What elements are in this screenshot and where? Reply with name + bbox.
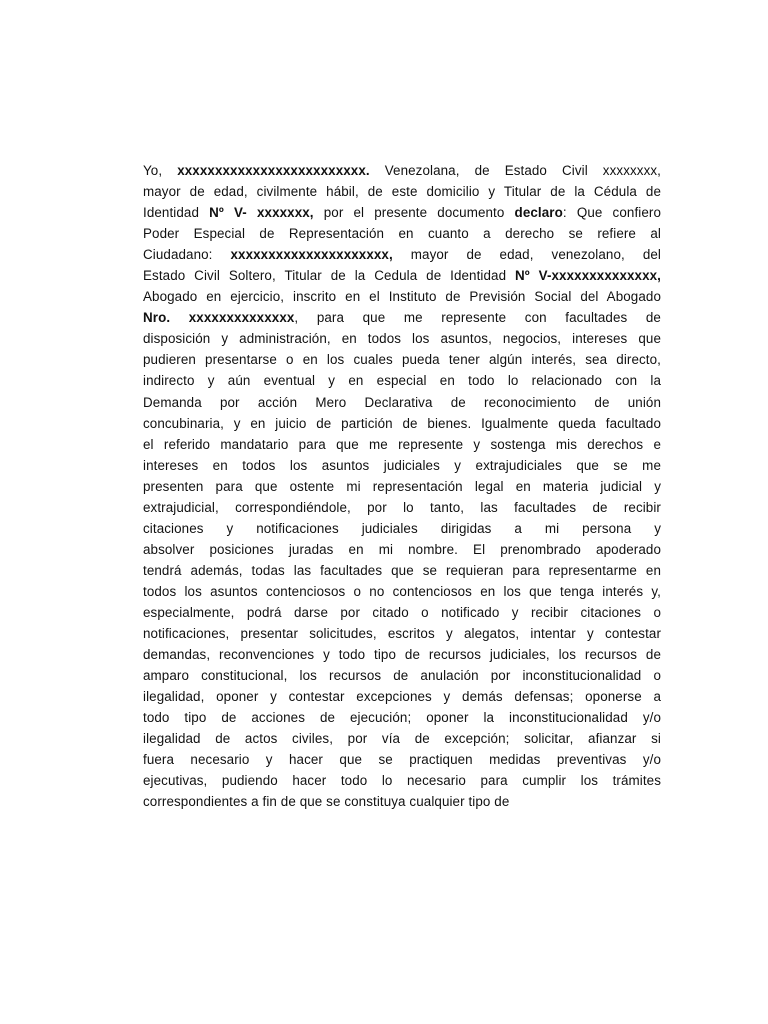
text-line: [143, 265, 661, 286]
text-segment: citaciones y notificaciones judiciales dirigidas a mi persona y: [143, 520, 661, 536]
text-line: [143, 749, 661, 770]
text-line: [143, 686, 661, 707]
power-of-attorney-text: [143, 160, 661, 812]
text-segment: pudieren presentarse o en los cuales pueda tener algún interés, sea directo,: [143, 352, 661, 368]
text-line: [143, 413, 661, 434]
text-line: [143, 707, 661, 728]
text-line: [143, 770, 661, 791]
text-line: [143, 392, 661, 413]
text-line: [143, 665, 661, 686]
text-line: [143, 539, 661, 560]
text-segment: tendrá además, todas las facultades que se requieran para representarme en: [143, 562, 661, 578]
text-line: [143, 244, 661, 265]
text-line: [143, 518, 661, 539]
bold-text-segment: Nro. xxxxxxxxxxxxxx: [143, 310, 295, 326]
text-line: [143, 328, 661, 349]
text-segment: por el presente documento: [313, 205, 515, 221]
text-segment: intereses en todos los asuntos judiciales y extrajudiciales que se me: [143, 457, 661, 473]
text-segment: Venezolana, de Estado Civil xxxxxxxx,: [369, 163, 661, 178]
text-line: [143, 581, 661, 602]
text-segment: amparo constitucional, los recursos de anulación por inconstitucionalidad o: [143, 668, 661, 684]
text-segment: Identidad: [143, 205, 210, 221]
text-line: [143, 160, 661, 181]
text-line: [143, 349, 661, 370]
text-segment: Demanda por acción Mero Declarativa de reconocimiento de unión: [143, 394, 661, 410]
text-line: [143, 307, 661, 328]
text-line: [143, 223, 661, 244]
text-segment: especialmente, podrá darse por citado o notificado y recibir citaciones o: [143, 604, 661, 620]
text-line: [143, 286, 661, 307]
text-line: [143, 202, 661, 223]
text-line: [143, 623, 661, 644]
text-segment: extrajudicial, correspondiéndole, por lo tanto, las facultades de recibir: [143, 499, 661, 515]
text-segment: fuera necesario y hacer que se practiquen medidas preventivas y/o: [143, 752, 661, 768]
text-line: [143, 560, 661, 581]
text-segment: indirecto y aún eventual y en especial en todo lo relacionado con la: [143, 373, 661, 389]
text-line: [143, 602, 661, 623]
text-line: [143, 497, 661, 518]
text-segment: Poder Especial de Representación en cuanto a derecho se refiere al: [143, 226, 661, 242]
text-segment: notificaciones, presentar solicitudes, escritos y alegatos, intentar y contestar: [143, 626, 661, 642]
text-segment: el referido mandatario para que me represente y sostenga mis derechos e: [143, 436, 661, 452]
text-segment: mayor de edad, venezolano, del: [392, 247, 661, 263]
bold-text-segment: Nº V- xxxxxxx,: [209, 205, 314, 221]
text-segment: disposición y administración, en todos los asuntos, negocios, intereses que: [143, 331, 661, 347]
text-line: [143, 455, 661, 476]
text-line: [143, 181, 661, 202]
text-segment: ejecutivas, pudiendo hacer todo lo necesario para cumplir los trámites: [143, 773, 661, 789]
text-segment: ilegalidad, oponer y contestar excepciones y demás defensas; oponerse a: [143, 689, 661, 705]
text-segment: presenten para que ostente mi representación legal en materia judicial y: [143, 478, 661, 494]
text-line: [143, 434, 661, 455]
bold-text-segment: declaro: [514, 205, 563, 221]
text-line: [143, 644, 661, 665]
text-line: [143, 476, 661, 497]
text-segment: Yo,: [143, 163, 178, 178]
text-segment: Ciudadano:: [143, 247, 231, 263]
text-segment: Estado Civil Soltero, Titular de la Cedula de Identidad: [143, 268, 516, 284]
text-line: [143, 791, 661, 812]
text-segment: absolver posiciones juradas en mi nombre. El prenombrado apoderado: [143, 541, 661, 557]
text-line: [143, 728, 661, 749]
bold-text-segment: xxxxxxxxxxxxxxxxxxxxxxxxx.: [177, 163, 370, 178]
text-segment: todos los asuntos contenciosos o no contenciosos en los que tenga interés y,: [143, 583, 661, 599]
text-segment: Abogado en ejercicio, inscrito en el Instituto de Previsión Social del Abogado: [143, 289, 661, 305]
text-segment: correspondientes a fin de que se constituya cualquier tipo de: [143, 794, 510, 810]
text-segment: mayor de edad, civilmente hábil, de este domicilio y Titular de la Cédula de: [143, 184, 661, 200]
text-segment: todo tipo de acciones de ejecución; oponer la inconstitucionalidad y/o: [143, 710, 661, 726]
text-segment: demandas, reconvenciones y todo tipo de recursos judiciales, los recursos de: [143, 647, 661, 663]
text-segment: , para que me represente con facultades de: [294, 310, 661, 326]
text-segment: concubinaria, y en juicio de partición de bienes. Igualmente queda facultado: [143, 415, 661, 431]
text-line: [143, 370, 661, 391]
text-segment: ilegalidad de actos civiles, por vía de excepción; solicitar, afianzar si: [143, 731, 661, 747]
bold-text-segment: xxxxxxxxxxxxxxxxxxxxx,: [230, 247, 393, 263]
bold-text-segment: Nº V-xxxxxxxxxxxxxx,: [515, 268, 661, 284]
text-segment: : Que confiero: [562, 205, 661, 221]
